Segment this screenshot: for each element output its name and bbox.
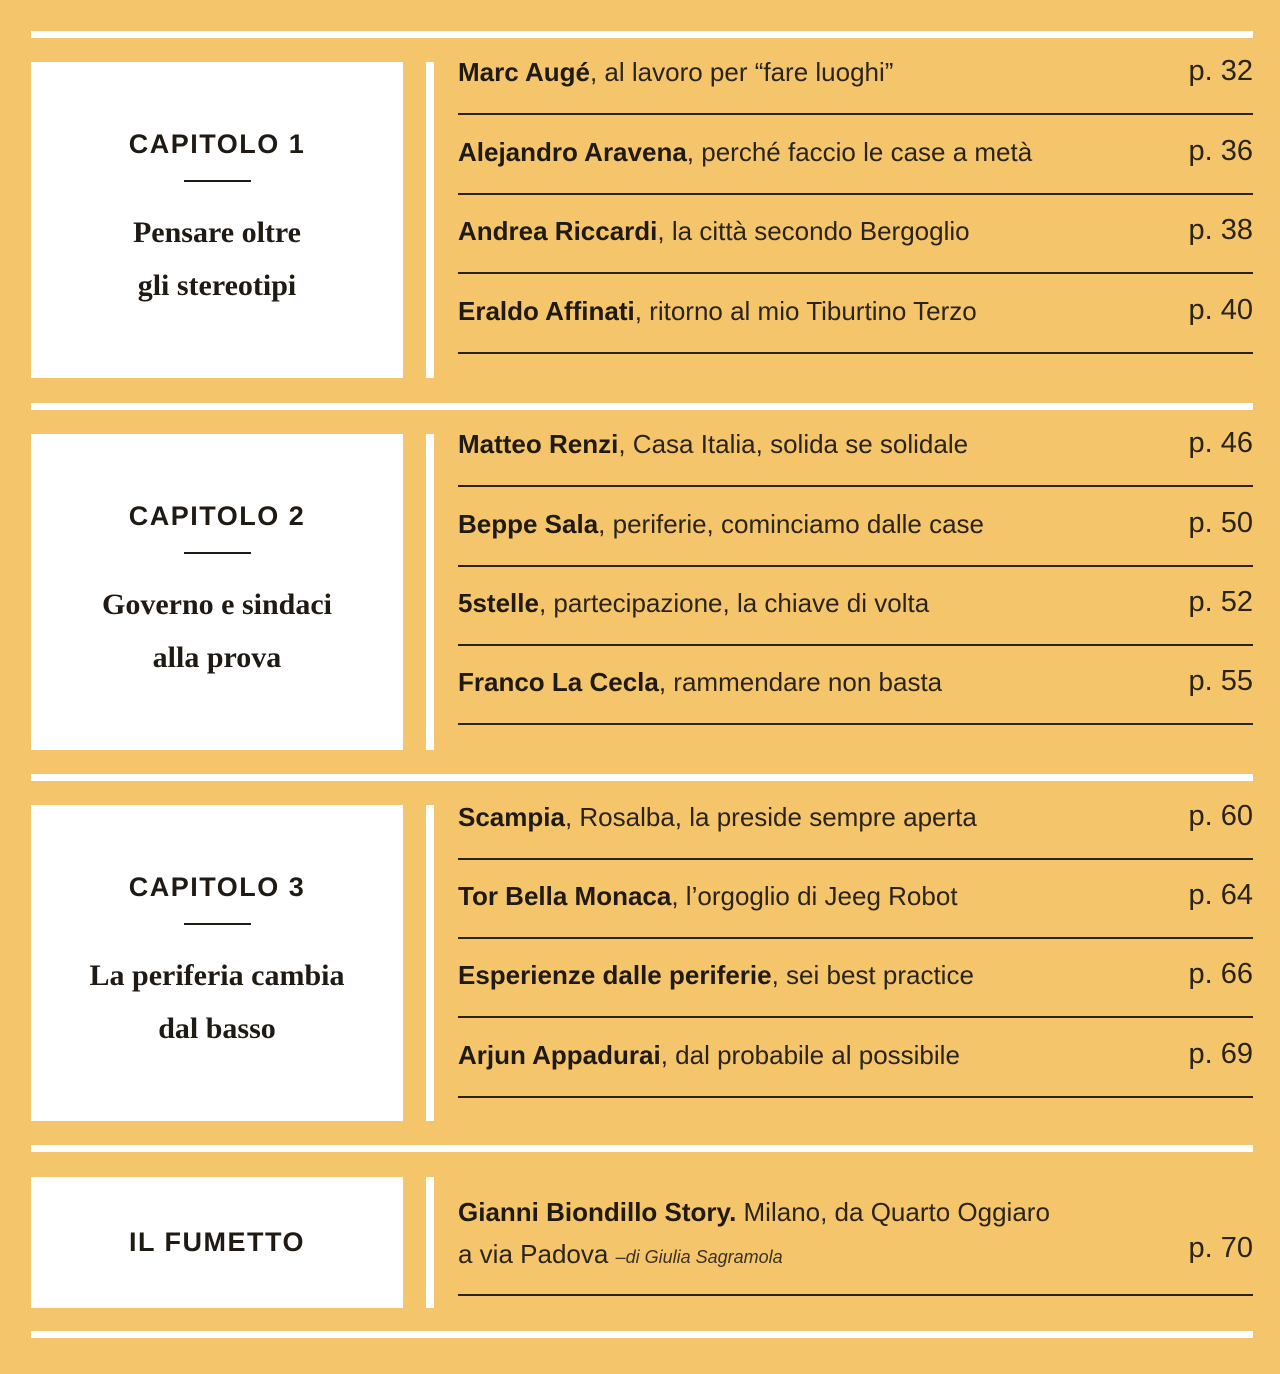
chapter-2-title-line2: alla prova <box>152 640 282 674</box>
entry-desc: , sei best practice <box>771 960 974 990</box>
entry-underline <box>458 723 1253 725</box>
chapter-3-title-line1: La periferia cambia <box>89 958 345 992</box>
chapter-1-title <box>133 206 301 312</box>
entry-author: Scampia <box>458 802 565 832</box>
divider-3 <box>31 1145 1253 1152</box>
entry-author: Franco La Cecla <box>458 667 659 697</box>
entry-desc: , rammendare non basta <box>658 667 943 697</box>
entry-page: p. 36 <box>1188 135 1253 167</box>
entry-author: Matteo Renzi <box>458 429 619 459</box>
entry-desc: , periferie, cominciamo dalle case <box>598 509 985 539</box>
toc-entry[interactable] <box>458 938 1253 1018</box>
toc-entry-fumetto[interactable] <box>458 1177 1253 1296</box>
entry-desc: , dal probabile al possibile <box>660 1040 960 1070</box>
chapter-3-dash <box>184 923 251 925</box>
chapter-3-panel <box>31 805 403 1121</box>
toc-entry[interactable] <box>458 115 1253 195</box>
entry-author: Andrea Riccardi <box>458 216 658 246</box>
chapter-2-label: CAPITOLO 2 <box>128 500 306 531</box>
chapter-3-title-line2: dal basso <box>158 1011 276 1045</box>
entry-author: Tor Bella Monaca <box>458 881 672 911</box>
chapter-1-title-line2: gli stereotipi <box>137 268 297 302</box>
entry-page: p. 32 <box>1188 55 1253 87</box>
entry-page: p. 46 <box>1188 427 1253 459</box>
fumetto-label: IL FUMETTO <box>129 1227 305 1257</box>
entry-underline <box>458 352 1253 354</box>
entry-author: Arjun Appadurai <box>458 1040 661 1070</box>
entry-desc: , ritorno al mio Tiburtino Terzo <box>634 296 977 326</box>
entry-page: p. 38 <box>1188 214 1253 246</box>
entry-author: Marc Augé <box>458 57 590 87</box>
toc-entry[interactable] <box>458 407 1253 487</box>
toc-entry[interactable] <box>458 645 1253 725</box>
entry-author: Eraldo Affinati <box>458 296 635 326</box>
entry-author: Gianni Biondillo Story. <box>458 1197 737 1227</box>
chapter-1-vrule <box>426 62 434 378</box>
entry-desc: , Rosalba, la preside sempre aperta <box>564 802 977 832</box>
toc-entry[interactable] <box>458 780 1253 860</box>
entry-desc: Milano, da Quarto Oggiaro <box>736 1197 1050 1227</box>
entry-author: Beppe Sala <box>458 509 599 539</box>
toc-entry[interactable] <box>458 35 1253 115</box>
entry-page: p. 69 <box>1188 1038 1253 1070</box>
toc-entry[interactable] <box>458 859 1253 939</box>
toc-entry[interactable] <box>458 194 1253 274</box>
toc-entry[interactable] <box>458 1018 1253 1098</box>
chapter-2-title <box>102 578 332 684</box>
entry-page: p. 66 <box>1188 958 1253 990</box>
toc-entry[interactable] <box>458 566 1253 646</box>
entry-desc: , Casa Italia, solida se solidale <box>618 429 969 459</box>
chapter-2-vrule <box>426 434 434 750</box>
chapter-2-panel <box>31 434 403 750</box>
entry-author: Alejandro Aravena <box>458 137 687 167</box>
entry-page: p. 60 <box>1188 800 1253 832</box>
entry-desc: , perché faccio le case a metà <box>686 137 1033 167</box>
chapter-3-title <box>90 949 345 1055</box>
entry-page: p. 52 <box>1188 586 1253 618</box>
chapter-3-vrule <box>426 805 434 1121</box>
entry-author: Esperienze dalle periferie <box>458 960 772 990</box>
entry-author: 5stelle <box>458 588 539 618</box>
entry-page: p. 55 <box>1188 665 1253 697</box>
entry-page: p. 70 <box>1188 1232 1253 1264</box>
chapter-1-dash <box>184 180 251 182</box>
entry-underline <box>458 1294 1253 1296</box>
entry-desc: , al lavoro per “fare luoghi” <box>589 57 894 87</box>
entry-page: p. 50 <box>1188 507 1253 539</box>
chapter-3-label: CAPITOLO 3 <box>128 871 306 902</box>
toc-entry[interactable] <box>458 487 1253 567</box>
fumetto-panel <box>31 1177 403 1308</box>
chapter-2-title-line1: Governo e sindaci <box>102 587 332 621</box>
entry-credit: –di Giulia Sagramola <box>615 1247 783 1267</box>
entry-desc: , la città secondo Bergoglio <box>657 216 970 246</box>
chapter-1-title-line1: Pensare oltre <box>132 215 301 249</box>
chapter-1-label: CAPITOLO 1 <box>128 128 306 159</box>
entry-page: p. 64 <box>1188 879 1253 911</box>
entry-desc: , l’orgoglio di Jeeg Robot <box>671 881 958 911</box>
divider-bottom <box>31 1331 1253 1338</box>
chapter-2-dash <box>184 552 251 554</box>
fumetto-vrule <box>426 1177 434 1308</box>
chapter-1-panel <box>31 62 403 378</box>
entry-page: p. 40 <box>1188 294 1253 326</box>
entry-desc-line2: a via Padova <box>458 1239 616 1269</box>
entry-desc: , partecipazione, la chiave di volta <box>538 588 930 618</box>
entry-underline <box>458 1096 1253 1098</box>
toc-entry[interactable] <box>458 274 1253 354</box>
